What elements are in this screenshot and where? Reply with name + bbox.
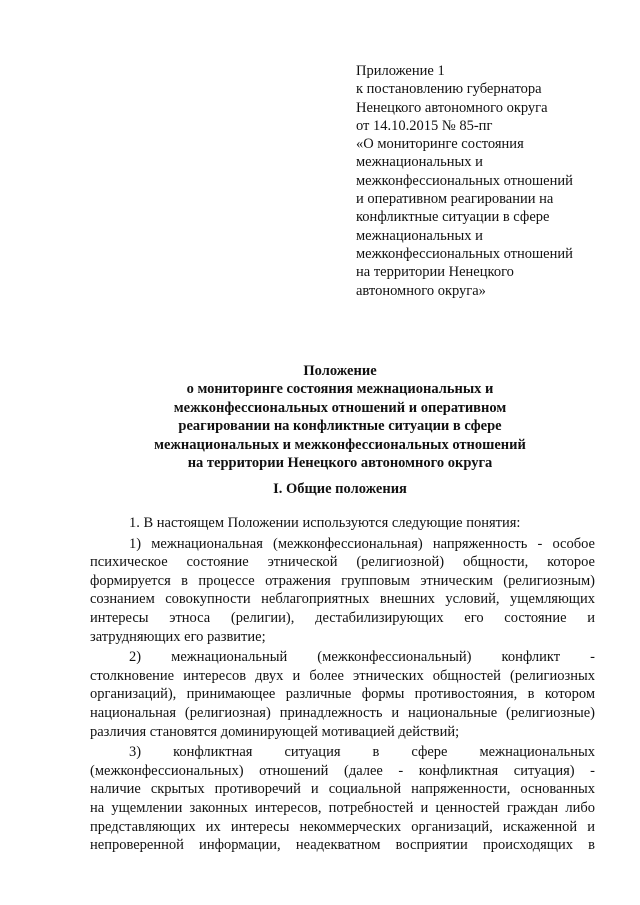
text-line: (межконфессиональных) отношений (далее - конфликтная ситуация) - xyxy=(90,762,595,779)
appendix-line: автономного округа» xyxy=(356,282,486,299)
text-line: 3) конфликтная ситуация в сфере межнациональных xyxy=(129,744,595,761)
title-line: Положение xyxy=(303,363,377,379)
paragraph-definition-2 xyxy=(90,648,595,741)
title-line: на территории Ненецкого автономного округа xyxy=(187,455,493,472)
appendix-line: конфликтные ситуации в сфере xyxy=(356,209,550,226)
text-line: 1) межнациональная (межконфессиональная) напряженность - особое xyxy=(129,535,595,552)
text-line: различия становятся доминирующей мотивацией действий; xyxy=(90,723,460,740)
appendix-line: межнациональных и xyxy=(356,154,483,171)
text-line: 1. В настоящем Положении используются следующие понятия: xyxy=(129,515,521,531)
appendix-line: на территории Ненецкого xyxy=(356,264,514,281)
text-line: национальная (религиозная) принадлежность и национальные (религиозные) xyxy=(90,704,595,721)
document-body xyxy=(90,514,595,857)
paragraph-definition-3 xyxy=(90,743,595,855)
text-line: затрудняющих его развитие; xyxy=(90,628,266,645)
text-line: организаций), принимающее различные формы противостояния, в котором xyxy=(90,686,595,703)
appendix-line: межконфессиональных отношений xyxy=(356,172,573,189)
title-line: межнациональных и межконфессиональных отношений xyxy=(154,436,526,453)
title-line: реагировании на конфликтные ситуации в сфере xyxy=(178,418,502,435)
text-line: наличие скрытых противоречий и социальной напряженности, основанных xyxy=(90,781,595,798)
appendix-line: «О мониторинге состояния xyxy=(356,136,524,153)
text-line: интересы этноса (религии), дестабилизирующих его состояние и xyxy=(90,609,595,626)
text-line: непроверенной информации, неадекватном восприятии происходящих в xyxy=(90,837,595,854)
text-line: представляющих их интересы некоммерческих организаций, искаженной и xyxy=(90,818,595,835)
text-line: сознанием совокупности неблагоприятных внешних условий, ущемляющих xyxy=(90,591,595,608)
title-line: межконфессиональных отношений и оперативном xyxy=(173,399,507,416)
text-line: психическое состояние этнической (религиозной) общности, которое xyxy=(90,554,595,571)
section-heading: I. Общие положения xyxy=(273,481,407,497)
appendix-line: межнациональных и xyxy=(356,227,483,244)
text-line: столкновение интересов двух и более этнических общностей (религиозных xyxy=(90,667,595,684)
appendix-line: межконфессиональных отношений xyxy=(356,245,573,262)
appendix-line: и оперативном реагировании на xyxy=(356,191,554,208)
text-line: формируется в процессе отражения групповым этническим (религиозным) xyxy=(90,572,595,589)
text-line: на ущемлении законных интересов, потребностей и ценностей граждан либо xyxy=(90,799,595,816)
document-title xyxy=(90,362,590,472)
paragraph-definition-1 xyxy=(90,535,595,647)
appendix-block xyxy=(356,62,626,300)
paragraph-intro xyxy=(90,514,595,533)
appendix-line: Приложение 1 xyxy=(356,63,445,79)
appendix-line: к постановлению губернатора xyxy=(356,81,542,98)
text-line: 2) межнациональный (межконфессиональный) конфликт - xyxy=(129,649,595,666)
appendix-line: Ненецкого автономного округа xyxy=(356,99,548,116)
title-line: о мониторинге состояния межнациональных и xyxy=(186,381,494,398)
appendix-line: от 14.10.2015 № 85-пг xyxy=(356,117,493,134)
